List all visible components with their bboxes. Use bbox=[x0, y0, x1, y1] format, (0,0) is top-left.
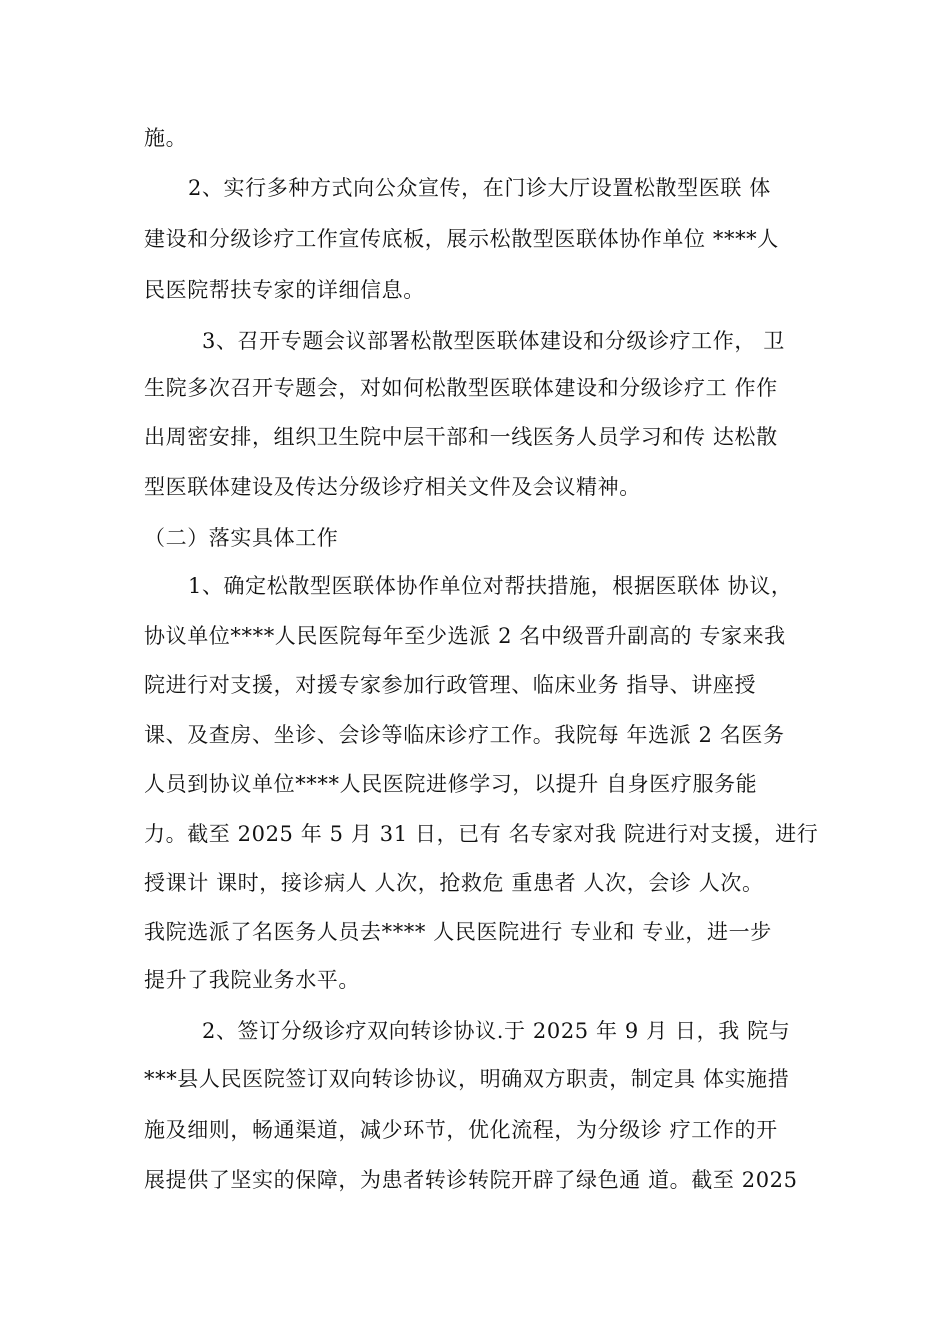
text-line-1: 施。 bbox=[144, 126, 188, 150]
text-line-14: 人员到协议单位****人民医院进修学习，以提升 自身医疗服务能 bbox=[144, 772, 758, 796]
text-line-12: 院进行对支援，对援专家参加行政管理、临床业务 指导、讲座授 bbox=[144, 673, 757, 697]
text-line-13: 课、及查房、坐诊、会诊等临床诊疗工作。我院每 年选派 2 名医务 bbox=[144, 723, 785, 747]
text-line-17: 我院选派了名医务人员去**** 人民医院进行 专业和 专业，进一步 bbox=[144, 920, 772, 944]
text-line-20: ***县人民医院签订双向转诊协议，明确双方职责，制定具 体实施措 bbox=[144, 1067, 790, 1091]
text-line-11: 协议单位****人民医院每年至少选派 2 名中级晋升副高的 专家来我 bbox=[144, 624, 786, 648]
text-line-21: 施及细则，畅通渠道，减少环节，优化流程，为分级诊 疗工作的开 bbox=[144, 1118, 778, 1142]
text-line-19: 2、签订分级诊疗双向转诊协议.于 2025 年 9 月 日，我 院与 bbox=[202, 1019, 791, 1043]
text-line-10: 1、确定松散型医联体协作单位对帮扶措施，根据医联体 协议， bbox=[188, 574, 793, 598]
text-line-22: 展提供了坚实的保障，为患者转诊转院开辟了绿色通 道。截至 2025 bbox=[144, 1168, 798, 1192]
text-line-4: 民医院帮扶专家的详细信息。 bbox=[144, 278, 425, 302]
text-line-3: 建设和分级诊疗工作宣传底板，展示松散型医联体协作单位 ****人 bbox=[144, 227, 779, 251]
text-line-8: 型医联体建设及传达分级诊疗相关文件及会议精神。 bbox=[144, 475, 641, 499]
text-line-16: 授课计 课时，接诊病人 人次，抢救危 重患者 人次，会诊 人次。 bbox=[144, 871, 764, 895]
text-line-6: 生院多次召开专题会，对如何松散型医联体建设和分级诊疗工 作作 bbox=[144, 376, 778, 400]
text-line-2: 2、实行多种方式向公众宣传，在门诊大厅设置松散型医联 体 bbox=[188, 176, 771, 200]
text-line-15: 力。截至 2025 年 5 月 31 日，已有 名专家对我 院进行对支援，进行 bbox=[144, 822, 819, 846]
text-line-5: 3、召开专题会议部署松散型医联体建设和分级诊疗工作， 卫 bbox=[202, 329, 785, 353]
text-line-7: 出周密安排，组织卫生院中层干部和一线医务人员学习和传 达松散 bbox=[144, 425, 778, 449]
text-line-18: 提升了我院业务水平。 bbox=[144, 968, 360, 992]
section-heading: （二）落实具体工作 bbox=[144, 526, 339, 550]
